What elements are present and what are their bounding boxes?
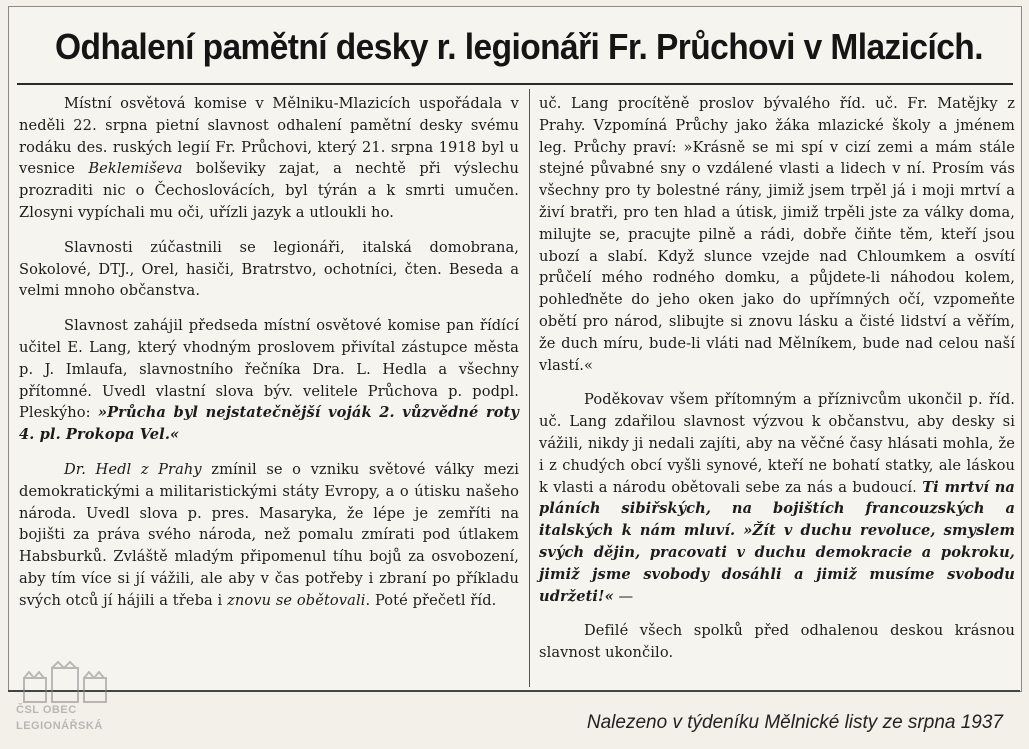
source-caption: Nalezeno v týdeníku Mělnické listy ze srpna 1937 bbox=[586, 712, 1003, 733]
article-paragraph bbox=[19, 315, 519, 446]
text-run: Slavnosti zúčastnili se legionáři, italská domobrana, Sokolové, DTJ., Orel, hasiči, Bratrstvo, ochotníci, čten. Beseda a velmi mnoho občanstva. bbox=[19, 238, 519, 300]
text-run: »Krásně se mi spí v cizí zemi a mám stále stejné půvabné sny o vzdálené vlasti a lidech v ní. Prosím vás všechny pro ty bolestné rány, jimiž jsem trpěl já i moji mrtví a živí bratři, pro ten hlad a útisk, jimiž trpěli jste za války doma, milujte se, pracujte pilně a rádi, dobře čiňte těm, kteří jsou ubozí a slabí. Když slunce vzejde nad Chloumkem a osvítí průčelí mého rodného domku, a půjdete-li náhodou kolem, pohleďněte do jeho oken jako do upřímných očí, vzpomeňte obětí pro národ, slibujte si znovu lásku a čisté lidství a věřím, že duch míru, bude-li vláti nad Mělníkem, bude nad celou naší vlastí.« bbox=[539, 138, 1015, 374]
text-run: Defilé všech spolků před odhalenou deskou krásnou slavnost ukončilo. bbox=[539, 622, 1015, 662]
newspaper-clipping bbox=[8, 6, 1022, 692]
text-run: znovu se obětovali bbox=[227, 591, 366, 609]
text-run: . Poté přečetl říd. bbox=[365, 591, 497, 609]
castle-icon bbox=[10, 660, 120, 704]
text-run: Slavnost zahájil předseda místní osvětové komise pan řídící učitel E. Lang, který vhodným proslovem přivítal zástupce města p. J. Imlaufa, slavnostního řečníka Dra. L. Hedla a všechny přítomné. Uvedl vlastní slova býv. velitele Průchova p. podpl. Pleskýho: bbox=[19, 317, 519, 422]
text-run: — bbox=[613, 587, 634, 605]
article-paragraph bbox=[19, 459, 519, 612]
text-run: »Průcha byl nejstatečnější voják 2. vůzvědné roty 4. pl. Prokopa Vel.« bbox=[19, 404, 519, 444]
article-paragraph bbox=[539, 93, 1015, 376]
article-paragraph bbox=[19, 237, 519, 302]
article-paragraph bbox=[539, 389, 1015, 607]
text-run: Místní osvětová komise v Mělniku-Mlazicích uspořádala v neděli 22. srpna pietní slavnost odhalení pamětní desky svému rodáku des. ruských legií Fr. Průchovi, který 21. srpna 1918 byl u vesnice bbox=[19, 95, 519, 178]
text-run: Poděkovav všem přítomným a příznivcům ukončil p. říd. uč. Lang zdařilou slavnost výzvou k občanstvu, aby desky si vážili, nikdy ji nedali zajíti, aby na věčné časy hlásati mohla, že i z chudých obcí vyšli synové, kteří ne bohatí statky, ale láskou k vlasti a národu obětovali sebe za nás a budoucí. bbox=[539, 391, 1015, 496]
text-run: zmínil se o vzniku světové války mezi demokratickými a militaristickými státy Evropy, a o útisku našeho národa. Uvedl slova p. pres. Masaryka, že lépe je zemříti na bojišti za práva svého národa, než pomalu zmírati pod útlakem Habsburků. Zvláště mladým připomenul tíhu bojů za osvobození, aby tím více si jí vážili, ale aby v čas potřeby i zbraní po příkladu svých otců jí hájili a třeba i bbox=[19, 460, 519, 609]
watermark-line2: LEGIONÁŘSKÁ bbox=[16, 720, 103, 732]
article-paragraph bbox=[539, 620, 1015, 664]
column-divider bbox=[529, 89, 530, 687]
article-paragraph bbox=[19, 93, 519, 224]
text-run: bolševiky zajat, a nechtě při výslechu prozraditi nic o Čechoslovácích, byl týrán a k smrti umučen. Zlosyni vypíchali mu oči, uřízli jazyk a utloukli ho. bbox=[19, 160, 520, 221]
legion-logo-watermark bbox=[10, 660, 120, 744]
text-run: uč. Lang procítěně proslov bývalého říd. uč. Fr. Matějky z Prahy. Vzpomíná Průchy jako žáka mlazické školy a jménem leg. Průchy praví: bbox=[539, 95, 1015, 156]
headline-rule bbox=[17, 83, 1013, 85]
text-run: Dr. Hedl z Prahy bbox=[64, 460, 202, 478]
text-run: Ti mrtví na pláních sibiřských, na bojištích francouzských a italských k nám mluví. »Žít v duchu revoluce, smyslem svých dějin, pracovati v duchu demokracie a pokroku, jimiž jsme svobody dosáhli a jimiž musíme svobodu udržeti!« bbox=[539, 478, 1015, 605]
article-headline: Odhalení pamětní desky r. legionáři Fr. Průchovi v Mlazicích. bbox=[55, 26, 983, 67]
watermark-line1: ČSL OBEC bbox=[16, 704, 77, 716]
footer-rule bbox=[8, 690, 1020, 692]
article-column-right bbox=[539, 93, 1015, 677]
text-run: Beklemiševa bbox=[88, 160, 183, 178]
article-column-left bbox=[19, 93, 519, 625]
